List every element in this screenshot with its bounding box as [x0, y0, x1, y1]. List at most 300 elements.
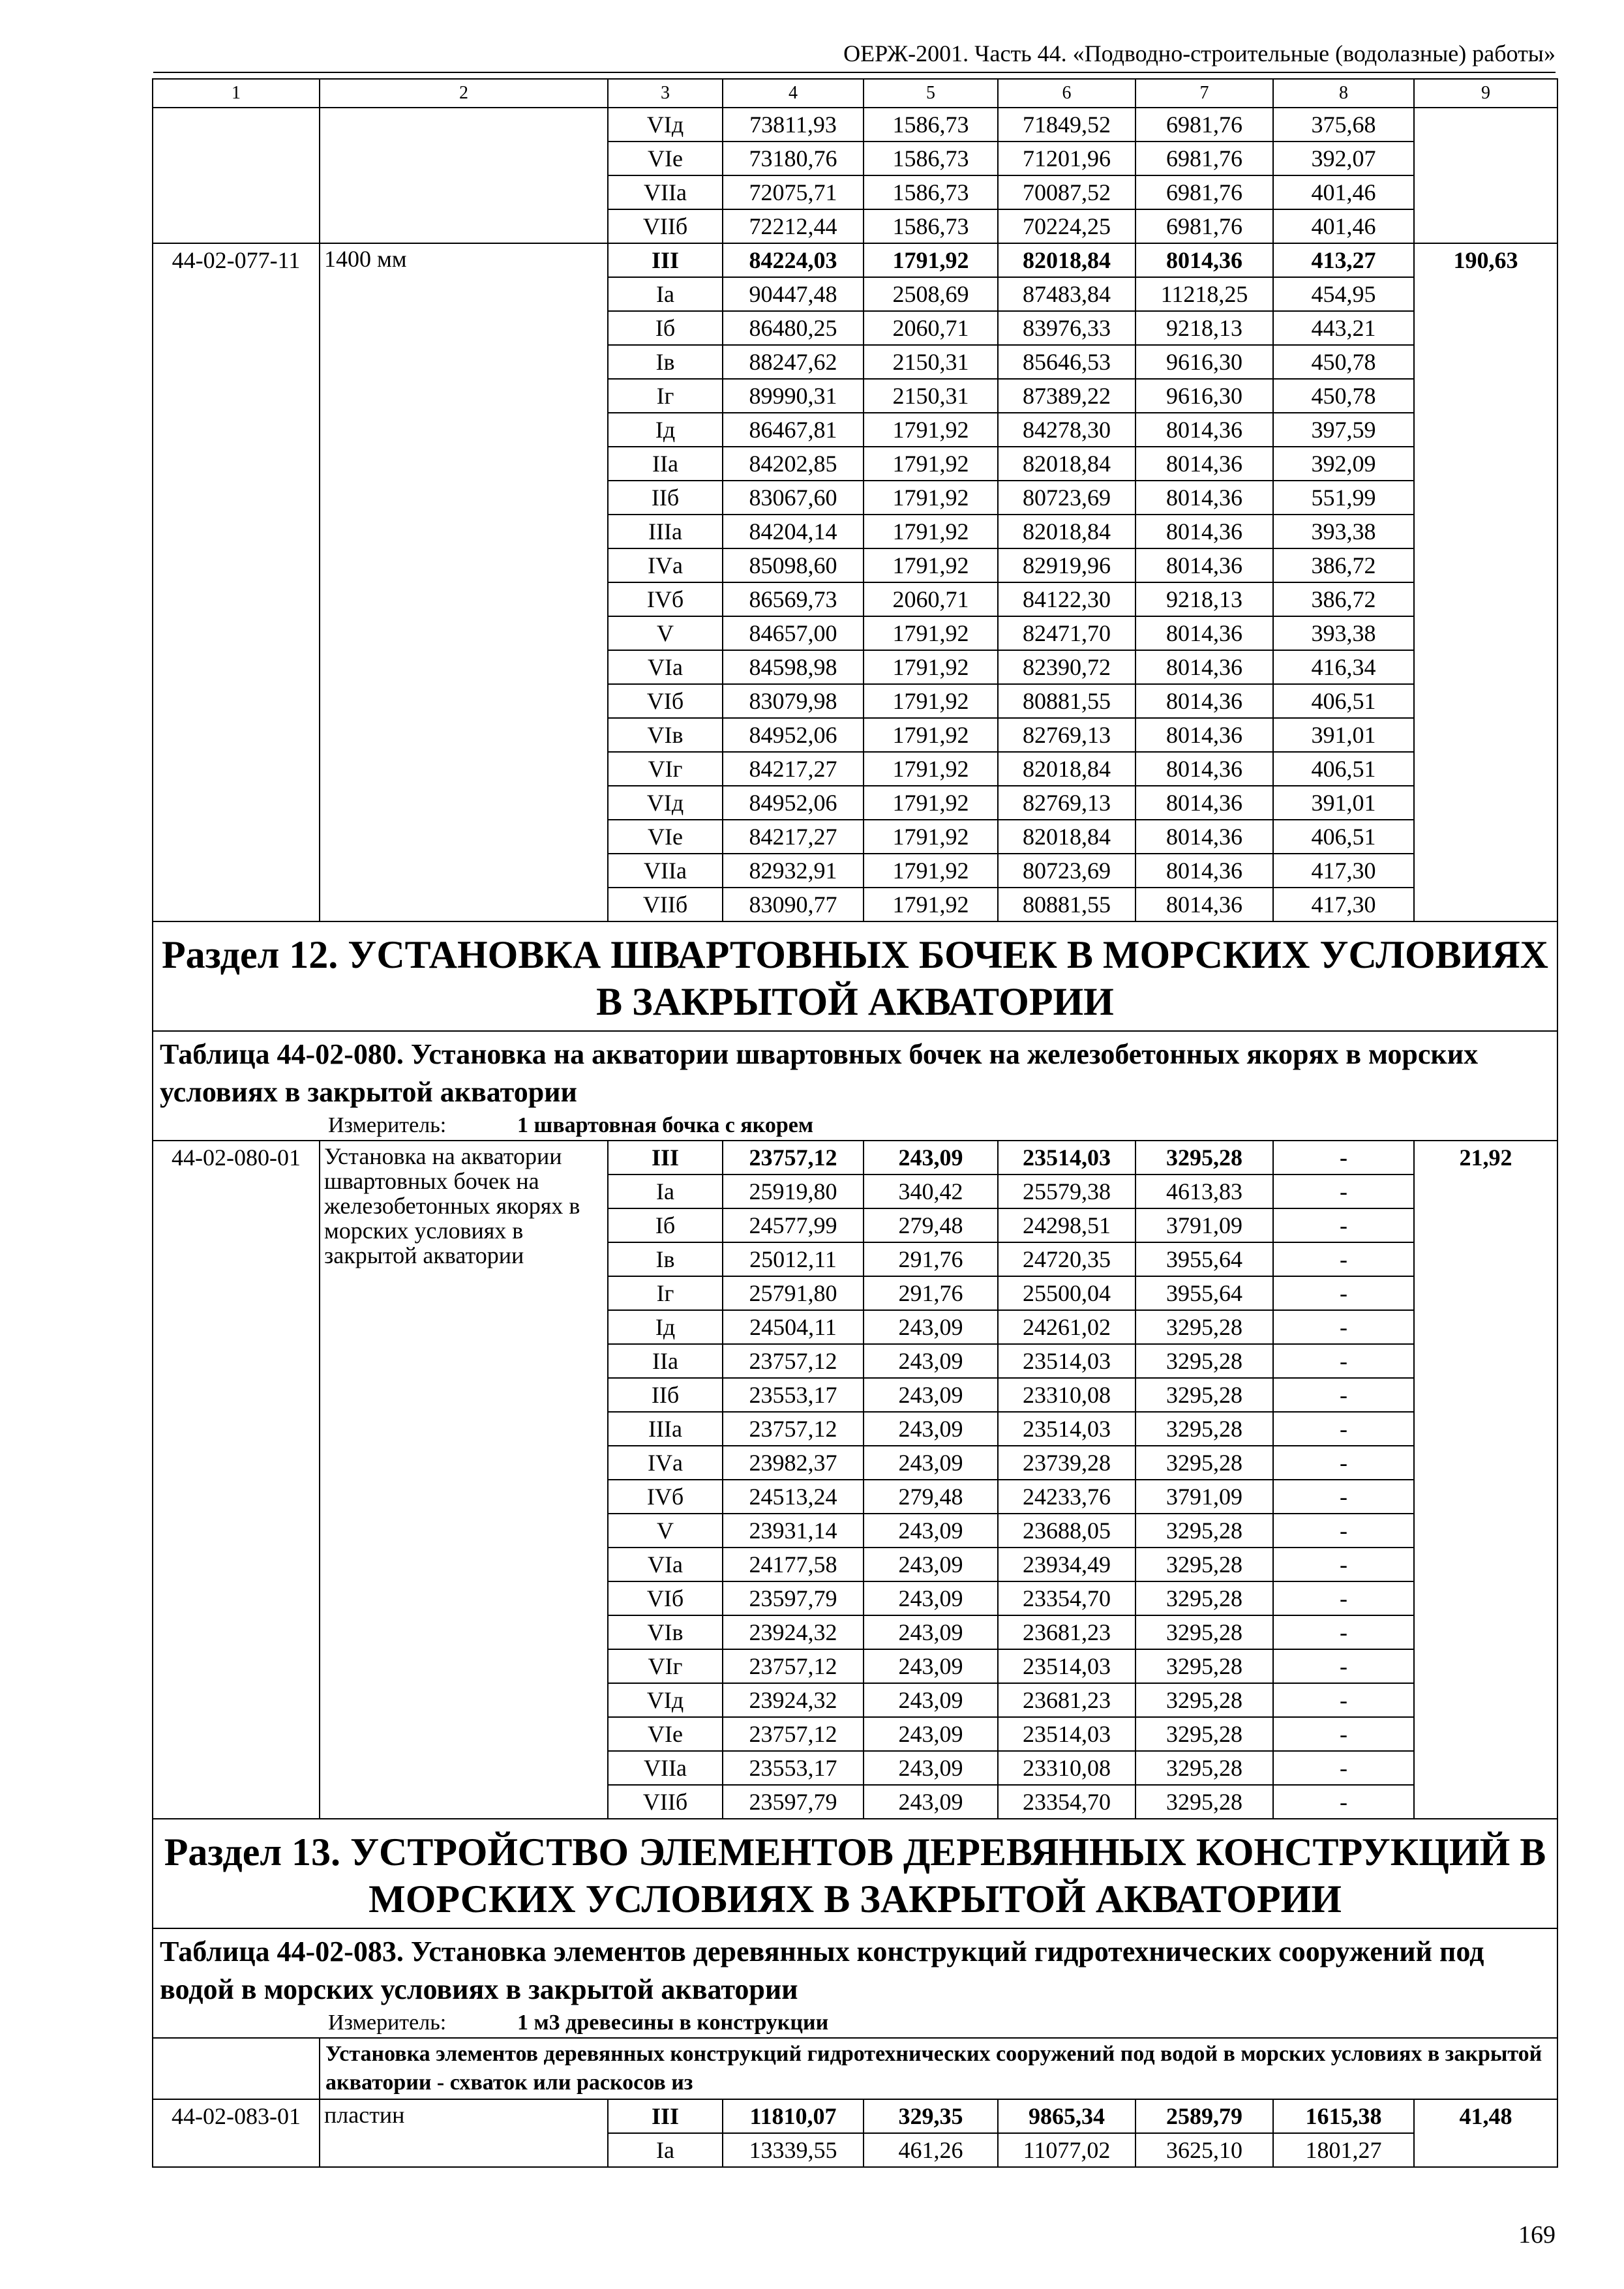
zone-cell: III: [608, 1141, 723, 1174]
labor-cost-cell: 41,48: [1414, 2099, 1557, 2167]
value-cell: 73180,76: [723, 142, 864, 175]
value-cell: 84224,03: [723, 243, 864, 277]
value-cell: 24513,24: [723, 1480, 864, 1514]
value-cell: 2150,31: [864, 379, 998, 413]
value-cell: 23757,12: [723, 1412, 864, 1446]
value-cell: 401,46: [1273, 209, 1414, 243]
value-cell: -: [1273, 1344, 1414, 1378]
value-cell: -: [1273, 1649, 1414, 1683]
value-cell: 3295,28: [1135, 1378, 1273, 1412]
value-cell: 329,35: [864, 2099, 998, 2133]
value-cell: 80881,55: [998, 684, 1135, 718]
value-cell: 84952,06: [723, 786, 864, 820]
value-cell: 393,38: [1273, 515, 1414, 548]
value-cell: 9218,13: [1135, 311, 1273, 345]
value-cell: 3791,09: [1135, 1480, 1273, 1514]
zone-cell: VIIб: [608, 209, 723, 243]
column-number: 7: [1135, 79, 1273, 108]
zone-cell: VIIа: [608, 175, 723, 209]
value-cell: 82018,84: [998, 243, 1135, 277]
value-cell: 8014,36: [1135, 786, 1273, 820]
column-number: 5: [864, 79, 998, 108]
value-cell: 8014,36: [1135, 820, 1273, 854]
value-cell: 401,46: [1273, 175, 1414, 209]
value-cell: 23681,23: [998, 1683, 1135, 1717]
value-cell: 82769,13: [998, 718, 1135, 752]
value-cell: -: [1273, 1242, 1414, 1276]
value-cell: 23688,05: [998, 1514, 1135, 1548]
value-cell: -: [1273, 1141, 1414, 1174]
value-cell: 3625,10: [1135, 2133, 1273, 2167]
value-cell: 406,51: [1273, 684, 1414, 718]
zone-cell: VIа: [608, 1548, 723, 1581]
zone-cell: Iв: [608, 345, 723, 379]
zone-cell: VIe: [608, 820, 723, 854]
value-cell: 84952,06: [723, 718, 864, 752]
labor-cost-empty: [1414, 108, 1557, 243]
value-cell: 84122,30: [998, 582, 1135, 616]
value-cell: 82471,70: [998, 616, 1135, 650]
value-cell: 11077,02: [998, 2133, 1135, 2167]
value-cell: 1791,92: [864, 650, 998, 684]
value-cell: 243,09: [864, 1785, 998, 1819]
value-cell: 84278,30: [998, 413, 1135, 447]
value-cell: 84598,98: [723, 650, 864, 684]
value-cell: 25500,04: [998, 1276, 1135, 1310]
column-number-row: [153, 79, 1557, 108]
value-cell: 291,76: [864, 1242, 998, 1276]
table-title-row: [153, 1928, 1557, 2009]
zone-cell: VIв: [608, 718, 723, 752]
value-cell: 8014,36: [1135, 515, 1273, 548]
value-cell: 417,30: [1273, 888, 1414, 921]
value-cell: 3295,28: [1135, 1548, 1273, 1581]
value-cell: 24720,35: [998, 1242, 1135, 1276]
value-cell: 6981,76: [1135, 108, 1273, 142]
zone-cell: V: [608, 1514, 723, 1548]
value-cell: 3295,28: [1135, 1344, 1273, 1378]
value-cell: 243,09: [864, 1615, 998, 1649]
value-cell: 1791,92: [864, 481, 998, 515]
value-cell: 243,09: [864, 1649, 998, 1683]
value-cell: 1791,92: [864, 413, 998, 447]
rate-row: [153, 1141, 1557, 1174]
value-cell: 71201,96: [998, 142, 1135, 175]
zone-cell: Iд: [608, 1310, 723, 1344]
value-cell: 25579,38: [998, 1174, 1135, 1208]
value-cell: 243,09: [864, 1514, 998, 1548]
value-cell: -: [1273, 1208, 1414, 1242]
table-title: Таблица 44-02-080. Установка на акватории швартовных бочек на железобетонных якорях в морских условиях в закрытой акватории: [153, 1031, 1557, 1111]
value-cell: 82018,84: [998, 515, 1135, 548]
value-cell: 243,09: [864, 1446, 998, 1480]
description-empty: [153, 2038, 320, 2099]
value-cell: 23514,03: [998, 1649, 1135, 1683]
value-cell: 72212,44: [723, 209, 864, 243]
value-cell: 23739,28: [998, 1446, 1135, 1480]
zone-cell: Iд: [608, 413, 723, 447]
value-cell: 80881,55: [998, 888, 1135, 921]
value-cell: 86569,73: [723, 582, 864, 616]
zone-cell: IIа: [608, 447, 723, 481]
column-number: 9: [1414, 79, 1557, 108]
value-cell: 243,09: [864, 1412, 998, 1446]
value-cell: 3295,28: [1135, 1581, 1273, 1615]
value-cell: 2150,31: [864, 345, 998, 379]
value-cell: 393,38: [1273, 616, 1414, 650]
value-cell: 386,72: [1273, 582, 1414, 616]
meter-value: 1 швартовная бочка с якорем: [517, 1113, 813, 1137]
value-cell: 82018,84: [998, 447, 1135, 481]
section-title: Раздел 13. УСТРОЙСТВО ЭЛЕМЕНТОВ ДЕРЕВЯННЫХ КОНСТРУКЦИЙ В МОРСКИХ УСЛОВИЯХ В ЗАКРЫТОЙ АКВАТОРИИ: [153, 1819, 1557, 1928]
value-cell: 3295,28: [1135, 1751, 1273, 1785]
value-cell: 90447,48: [723, 277, 864, 311]
value-cell: 8014,36: [1135, 243, 1273, 277]
zone-cell: Iб: [608, 1208, 723, 1242]
rate-row: [153, 243, 1557, 277]
zone-cell: VIб: [608, 684, 723, 718]
value-cell: 243,09: [864, 1683, 998, 1717]
value-cell: 80723,69: [998, 481, 1135, 515]
value-cell: 454,95: [1273, 277, 1414, 311]
value-cell: 23597,79: [723, 1581, 864, 1615]
value-cell: 73811,93: [723, 108, 864, 142]
value-cell: 84217,27: [723, 820, 864, 854]
value-cell: 1791,92: [864, 684, 998, 718]
table-title-row: [153, 1031, 1557, 1111]
value-cell: 8014,36: [1135, 684, 1273, 718]
value-cell: 11218,25: [1135, 277, 1273, 311]
value-cell: 24177,58: [723, 1548, 864, 1581]
value-cell: 1791,92: [864, 786, 998, 820]
value-cell: 23757,12: [723, 1717, 864, 1751]
value-cell: 413,27: [1273, 243, 1414, 277]
value-cell: 243,09: [864, 1548, 998, 1581]
running-header: ОЕРЖ-2001. Часть 44. «Подводно-строительные (водолазные) работы»: [843, 40, 1556, 67]
value-cell: 3295,28: [1135, 1141, 1273, 1174]
value-cell: 23757,12: [723, 1141, 864, 1174]
zone-cell: VIв: [608, 1615, 723, 1649]
value-cell: 83090,77: [723, 888, 864, 921]
value-cell: 3295,28: [1135, 1514, 1273, 1548]
value-cell: 82018,84: [998, 752, 1135, 786]
value-cell: 243,09: [864, 1581, 998, 1615]
meter-cell: [153, 2009, 1557, 2038]
meter-label: Измеритель:: [328, 2011, 447, 2035]
value-cell: 24261,02: [998, 1310, 1135, 1344]
rate-row: [153, 108, 1557, 142]
column-number: 1: [153, 79, 320, 108]
zone-cell: IIIа: [608, 515, 723, 548]
zone-cell: VIд: [608, 786, 723, 820]
zone-cell: VIIб: [608, 1785, 723, 1819]
value-cell: 3791,09: [1135, 1208, 1273, 1242]
value-cell: 3295,28: [1135, 1412, 1273, 1446]
value-cell: 391,01: [1273, 718, 1414, 752]
value-cell: 3295,28: [1135, 1649, 1273, 1683]
value-cell: 279,48: [864, 1480, 998, 1514]
value-cell: 84217,27: [723, 752, 864, 786]
value-cell: 1791,92: [864, 616, 998, 650]
value-cell: 6981,76: [1135, 142, 1273, 175]
header-rule: [153, 72, 1556, 73]
value-cell: 8014,36: [1135, 447, 1273, 481]
value-cell: 25919,80: [723, 1174, 864, 1208]
meter-row: [153, 2009, 1557, 2038]
value-cell: -: [1273, 1785, 1414, 1819]
value-cell: 23514,03: [998, 1717, 1135, 1751]
value-cell: 82769,13: [998, 786, 1135, 820]
section-title-row: [153, 1819, 1557, 1928]
value-cell: 1586,73: [864, 108, 998, 142]
value-cell: 23514,03: [998, 1141, 1135, 1174]
zone-cell: VIIб: [608, 888, 723, 921]
value-cell: 87389,22: [998, 379, 1135, 413]
work-description: Установка элементов деревянных конструкций гидротехнических сооружений под водой в морских условиях в закрытой акватории - схваток или раскосов из: [320, 2038, 1557, 2099]
value-cell: 82018,84: [998, 820, 1135, 854]
value-cell: 83067,60: [723, 481, 864, 515]
value-cell: -: [1273, 1412, 1414, 1446]
value-cell: 3955,64: [1135, 1276, 1273, 1310]
value-cell: 8014,36: [1135, 718, 1273, 752]
value-cell: -: [1273, 1683, 1414, 1717]
value-cell: 70087,52: [998, 175, 1135, 209]
zone-cell: VIe: [608, 1717, 723, 1751]
value-cell: 461,26: [864, 2133, 998, 2167]
value-cell: 1615,38: [1273, 2099, 1414, 2133]
zone-cell: IIб: [608, 1378, 723, 1412]
value-cell: 375,68: [1273, 108, 1414, 142]
value-cell: 80723,69: [998, 854, 1135, 888]
value-cell: 11810,07: [723, 2099, 864, 2133]
value-cell: 23934,49: [998, 1548, 1135, 1581]
value-cell: 1791,92: [864, 515, 998, 548]
meter-cell: [153, 1111, 1557, 1141]
meter-row: [153, 1111, 1557, 1141]
value-cell: -: [1273, 1615, 1414, 1649]
value-cell: 1791,92: [864, 243, 998, 277]
value-cell: 23310,08: [998, 1751, 1135, 1785]
value-cell: 24504,11: [723, 1310, 864, 1344]
value-cell: 25791,80: [723, 1276, 864, 1310]
column-number: 6: [998, 79, 1135, 108]
value-cell: 8014,36: [1135, 854, 1273, 888]
value-cell: 71849,52: [998, 108, 1135, 142]
value-cell: 1791,92: [864, 888, 998, 921]
table-title: Таблица 44-02-083. Установка элементов деревянных конструкций гидротехнических сооружений под водой в морских условиях в закрытой акватории: [153, 1928, 1557, 2009]
zone-cell: V: [608, 616, 723, 650]
value-cell: 406,51: [1273, 820, 1414, 854]
value-cell: 84204,14: [723, 515, 864, 548]
value-cell: 8014,36: [1135, 888, 1273, 921]
value-cell: 243,09: [864, 1141, 998, 1174]
value-cell: -: [1273, 1514, 1414, 1548]
value-cell: 1791,92: [864, 752, 998, 786]
value-cell: 1791,92: [864, 854, 998, 888]
value-cell: 25012,11: [723, 1242, 864, 1276]
zone-cell: Iа: [608, 2133, 723, 2167]
value-cell: 23354,70: [998, 1581, 1135, 1615]
column-number: 8: [1273, 79, 1414, 108]
value-cell: 82919,96: [998, 548, 1135, 582]
value-cell: 386,72: [1273, 548, 1414, 582]
zone-cell: Iг: [608, 1276, 723, 1310]
value-cell: 70224,25: [998, 209, 1135, 243]
rate-name: 1400 мм: [320, 243, 608, 921]
value-cell: 82932,91: [723, 854, 864, 888]
value-cell: 243,09: [864, 1310, 998, 1344]
value-cell: 89990,31: [723, 379, 864, 413]
value-cell: 23681,23: [998, 1615, 1135, 1649]
value-cell: 9616,30: [1135, 345, 1273, 379]
value-cell: 24233,76: [998, 1480, 1135, 1514]
rate-code-empty: [153, 108, 320, 243]
rate-code: 44-02-083-01: [153, 2099, 320, 2167]
value-cell: -: [1273, 1717, 1414, 1751]
value-cell: 8014,36: [1135, 752, 1273, 786]
value-cell: 23514,03: [998, 1412, 1135, 1446]
value-cell: 340,42: [864, 1174, 998, 1208]
rate-code: 44-02-080-01: [153, 1141, 320, 1819]
value-cell: -: [1273, 1751, 1414, 1785]
value-cell: 23757,12: [723, 1344, 864, 1378]
value-cell: 13339,55: [723, 2133, 864, 2167]
zone-cell: IIб: [608, 481, 723, 515]
zone-cell: IIIа: [608, 1412, 723, 1446]
value-cell: 23354,70: [998, 1785, 1135, 1819]
zone-cell: Iв: [608, 1242, 723, 1276]
value-cell: -: [1273, 1581, 1414, 1615]
value-cell: 1586,73: [864, 209, 998, 243]
value-cell: 6981,76: [1135, 209, 1273, 243]
value-cell: 82390,72: [998, 650, 1135, 684]
rates-table: [152, 78, 1558, 2168]
value-cell: 3295,28: [1135, 1683, 1273, 1717]
value-cell: 87483,84: [998, 277, 1135, 311]
zone-cell: III: [608, 2099, 723, 2133]
value-cell: -: [1273, 1548, 1414, 1581]
zone-cell: VIа: [608, 650, 723, 684]
value-cell: 1791,92: [864, 718, 998, 752]
value-cell: 2508,69: [864, 277, 998, 311]
value-cell: -: [1273, 1310, 1414, 1344]
value-cell: 2060,71: [864, 311, 998, 345]
value-cell: 391,01: [1273, 786, 1414, 820]
value-cell: 3955,64: [1135, 1242, 1273, 1276]
zone-cell: Iг: [608, 379, 723, 413]
value-cell: 72075,71: [723, 175, 864, 209]
value-cell: 23597,79: [723, 1785, 864, 1819]
value-cell: 450,78: [1273, 379, 1414, 413]
section-title-row: [153, 921, 1557, 1031]
zone-cell: Iа: [608, 1174, 723, 1208]
value-cell: 1801,27: [1273, 2133, 1414, 2167]
zone-cell: VIд: [608, 1683, 723, 1717]
value-cell: 23553,17: [723, 1751, 864, 1785]
zone-cell: VIб: [608, 1581, 723, 1615]
zone-cell: VIг: [608, 1649, 723, 1683]
value-cell: 2060,71: [864, 582, 998, 616]
value-cell: 23514,03: [998, 1344, 1135, 1378]
value-cell: 23757,12: [723, 1649, 864, 1683]
zone-cell: IVа: [608, 548, 723, 582]
zone-cell: VIe: [608, 142, 723, 175]
value-cell: 416,34: [1273, 650, 1414, 684]
value-cell: 24577,99: [723, 1208, 864, 1242]
value-cell: 243,09: [864, 1717, 998, 1751]
column-number: 2: [320, 79, 608, 108]
value-cell: 4613,83: [1135, 1174, 1273, 1208]
zone-cell: VIг: [608, 752, 723, 786]
value-cell: 1791,92: [864, 820, 998, 854]
value-cell: -: [1273, 1446, 1414, 1480]
value-cell: 406,51: [1273, 752, 1414, 786]
labor-cost-cell: 190,63: [1414, 243, 1557, 921]
value-cell: 3295,28: [1135, 1717, 1273, 1751]
rate-row: [153, 2099, 1557, 2133]
value-cell: 9218,13: [1135, 582, 1273, 616]
value-cell: 83079,98: [723, 684, 864, 718]
value-cell: 86480,25: [723, 311, 864, 345]
value-cell: 9865,34: [998, 2099, 1135, 2133]
value-cell: -: [1273, 1378, 1414, 1412]
meter-label: Измеритель:: [328, 1113, 447, 1137]
zone-cell: Iа: [608, 277, 723, 311]
value-cell: 417,30: [1273, 854, 1414, 888]
zone-cell: VIд: [608, 108, 723, 142]
value-cell: 6981,76: [1135, 175, 1273, 209]
rates-table-body: [153, 79, 1557, 2167]
value-cell: 9616,30: [1135, 379, 1273, 413]
value-cell: 84202,85: [723, 447, 864, 481]
value-cell: -: [1273, 1174, 1414, 1208]
value-cell: 291,76: [864, 1276, 998, 1310]
value-cell: 1586,73: [864, 175, 998, 209]
value-cell: 23553,17: [723, 1378, 864, 1412]
value-cell: 3295,28: [1135, 1615, 1273, 1649]
value-cell: 2589,79: [1135, 2099, 1273, 2133]
section-title: Раздел 12. УСТАНОВКА ШВАРТОВНЫХ БОЧЕК В МОРСКИХ УСЛОВИЯХ В ЗАКРЫТОЙ АКВАТОРИИ: [153, 921, 1557, 1031]
value-cell: 8014,36: [1135, 413, 1273, 447]
rate-name: Установка на акватории швартовных бочек на железобетонных якорях в морских условиях в закрытой акватории: [320, 1141, 608, 1819]
zone-cell: IIа: [608, 1344, 723, 1378]
zone-cell: III: [608, 243, 723, 277]
value-cell: 1791,92: [864, 548, 998, 582]
rate-name-empty: [320, 108, 608, 243]
value-cell: 86467,81: [723, 413, 864, 447]
zone-cell: VIIа: [608, 854, 723, 888]
value-cell: 23924,32: [723, 1615, 864, 1649]
value-cell: 8014,36: [1135, 548, 1273, 582]
value-cell: 1791,92: [864, 447, 998, 481]
zone-cell: IVб: [608, 582, 723, 616]
description-row: [153, 2038, 1557, 2099]
labor-cost-cell: 21,92: [1414, 1141, 1557, 1819]
zone-cell: Iб: [608, 311, 723, 345]
value-cell: 85098,60: [723, 548, 864, 582]
value-cell: 8014,36: [1135, 481, 1273, 515]
value-cell: 84657,00: [723, 616, 864, 650]
value-cell: 3295,28: [1135, 1785, 1273, 1819]
value-cell: 3295,28: [1135, 1310, 1273, 1344]
meter-value: 1 м3 древесины в конструкции: [517, 2011, 829, 2035]
value-cell: 392,09: [1273, 447, 1414, 481]
value-cell: -: [1273, 1276, 1414, 1310]
value-cell: 397,59: [1273, 413, 1414, 447]
value-cell: 83976,33: [998, 311, 1135, 345]
value-cell: 279,48: [864, 1208, 998, 1242]
value-cell: 24298,51: [998, 1208, 1135, 1242]
